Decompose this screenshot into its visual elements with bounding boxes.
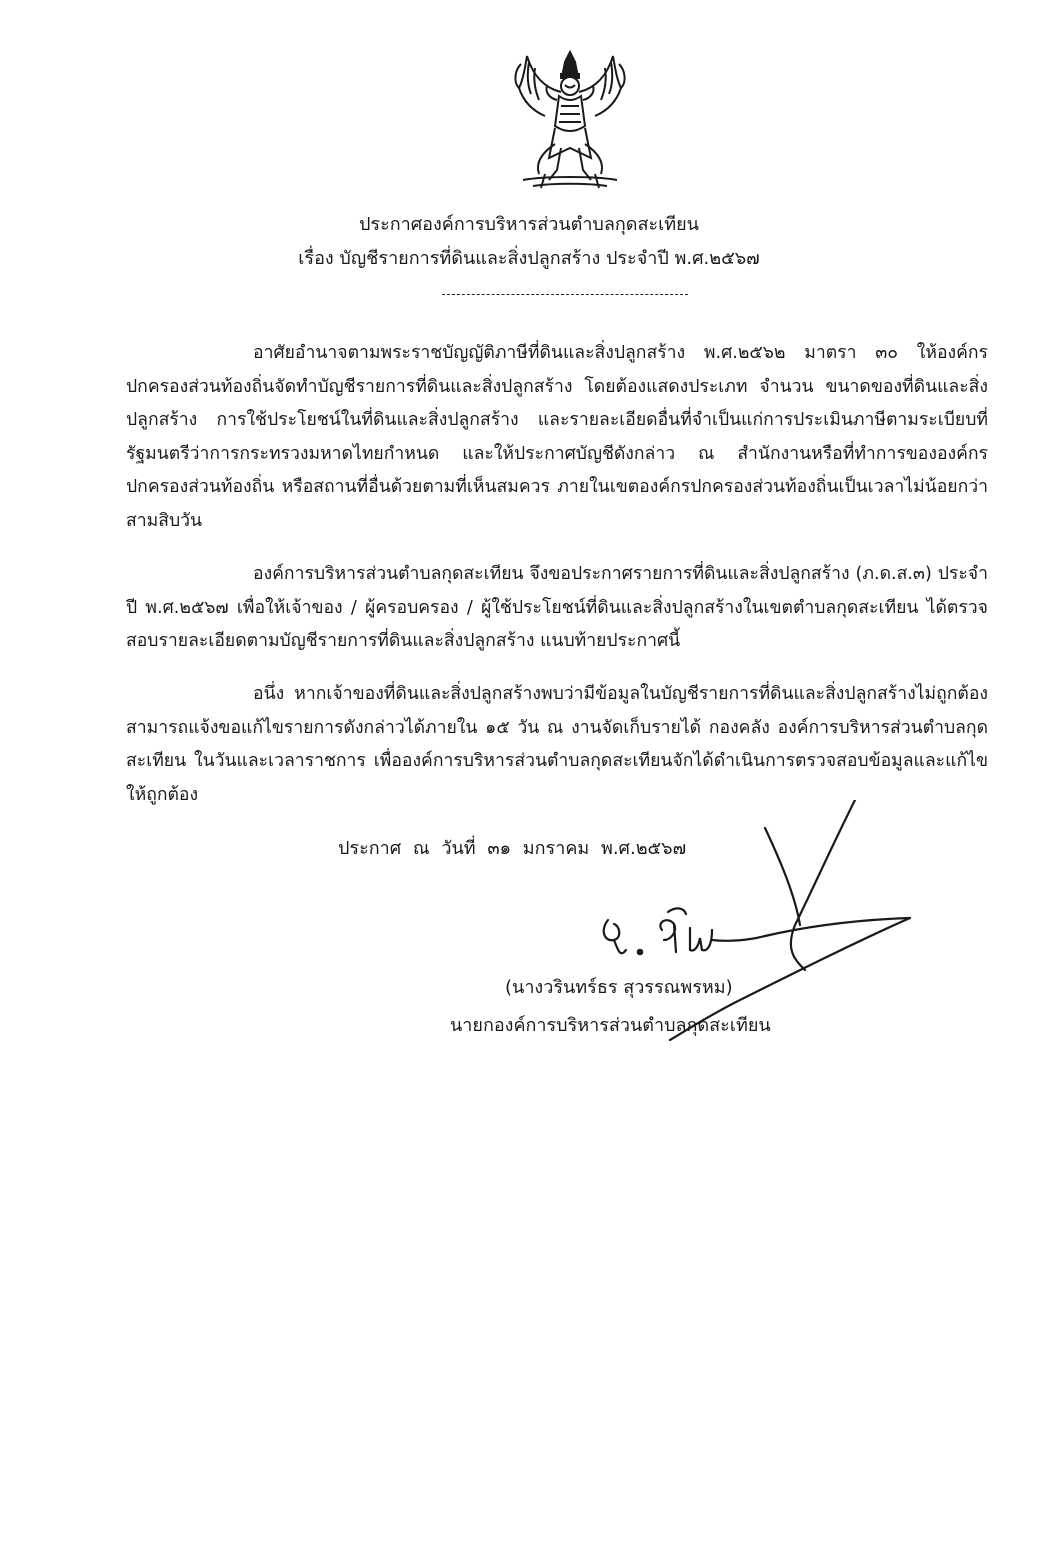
paragraph-correction-notice: อนึ่ง หากเจ้าของที่ดินและสิ่งปลูกสร้างพบว่ามีข้อมูลในบัญชีรายการที่ดินและสิ่งปลูกสร้างไม่ถูกต้อง สามารถแจ้งขอแก้ไขรายการดังกล่าวได้ภายใน ๑๕ วัน ณ งานจัดเก็บรายได้ กองคลัง องค์การบริหารส่วนตำบลกุดสะเทียน ในวันและเวลาราชการ เพื่อองค์การบริหารส่วนตำบลกุดสะเทียนจักได้ดำเนินการตรวจสอบข้อมูลและแก้ไขให้ถูกต้อง [126,684,988,805]
paragraph-legal-basis: อาศัยอำนาจตามพระราชบัญญัติภาษีที่ดินและสิ่งปลูกสร้าง พ.ศ.๒๕๖๒ มาตรา ๓๐ ให้องค์กรปกครองส่วนท้องถิ่นจัดทำบัญชีรายการที่ดินและสิ่งปลูกสร้าง โดยต้องแสดงประเภท จำนวน ขนาดของที่ดินและสิ่งปลูกสร้าง การใช้ประโยชน์ในที่ดินและสิ่งปลูกสร้าง และรายละเอียดอื่นที่จำเป็นแก่การประเมินภาษีตามระเบียบที่รัฐมนตรีว่าการกระทรวงมหาดไทยกำหนด และให้ประกาศบัญชีดังกล่าว ณ สำนักงานหรือที่ทำการขององค์กรปกครองส่วนท้องถิ่น หรือสถานที่อื่นด้วยตามที่เห็นสมควร ภายในเขตองค์กรปกครองส่วนท้องถิ่นเป็นเวลาไม่น้อยกว่าสามสิบวัน [126,343,988,531]
announcement-date: ประกาศ ณ วันที่ ๓๑ มกราคม พ.ศ.๒๕๖๗ [338,838,687,859]
signer-title: นายกองค์การบริหารส่วนตำบลกุดสะเทียน [450,1015,771,1036]
header-divider [442,294,688,295]
paragraph-announcement: องค์การบริหารส่วนตำบลกุดสะเทียน จึงขอประกาศรายการที่ดินและสิ่งปลูกสร้าง (ภ.ด.ส.๓) ประจำปี พ.ศ.๒๕๖๗ เพื่อให้เจ้าของ / ผู้ครอบครอง / ผู้ใช้ประโยชน์ที่ดินและสิ่งปลูกสร้างในเขตตำบลกุดสะเทียน ได้ตรวจสอบรายละเอียดตามบัญชีรายการที่ดินและสิ่งปลูกสร้าง แนบท้ายประกาศนี้ [126,564,988,652]
announcement-subject: เรื่อง บัญชีรายการที่ดินและสิ่งปลูกสร้าง ประจำปี พ.ศ.๒๕๖๗ [298,248,760,269]
announcement-title: ประกาศองค์การบริหารส่วนตำบลกุดสะเทียน [358,214,699,235]
garuda-emblem-icon [505,48,635,193]
signer-name: (นางวรินทร์ธร สุวรรณพรหม) [505,977,733,998]
